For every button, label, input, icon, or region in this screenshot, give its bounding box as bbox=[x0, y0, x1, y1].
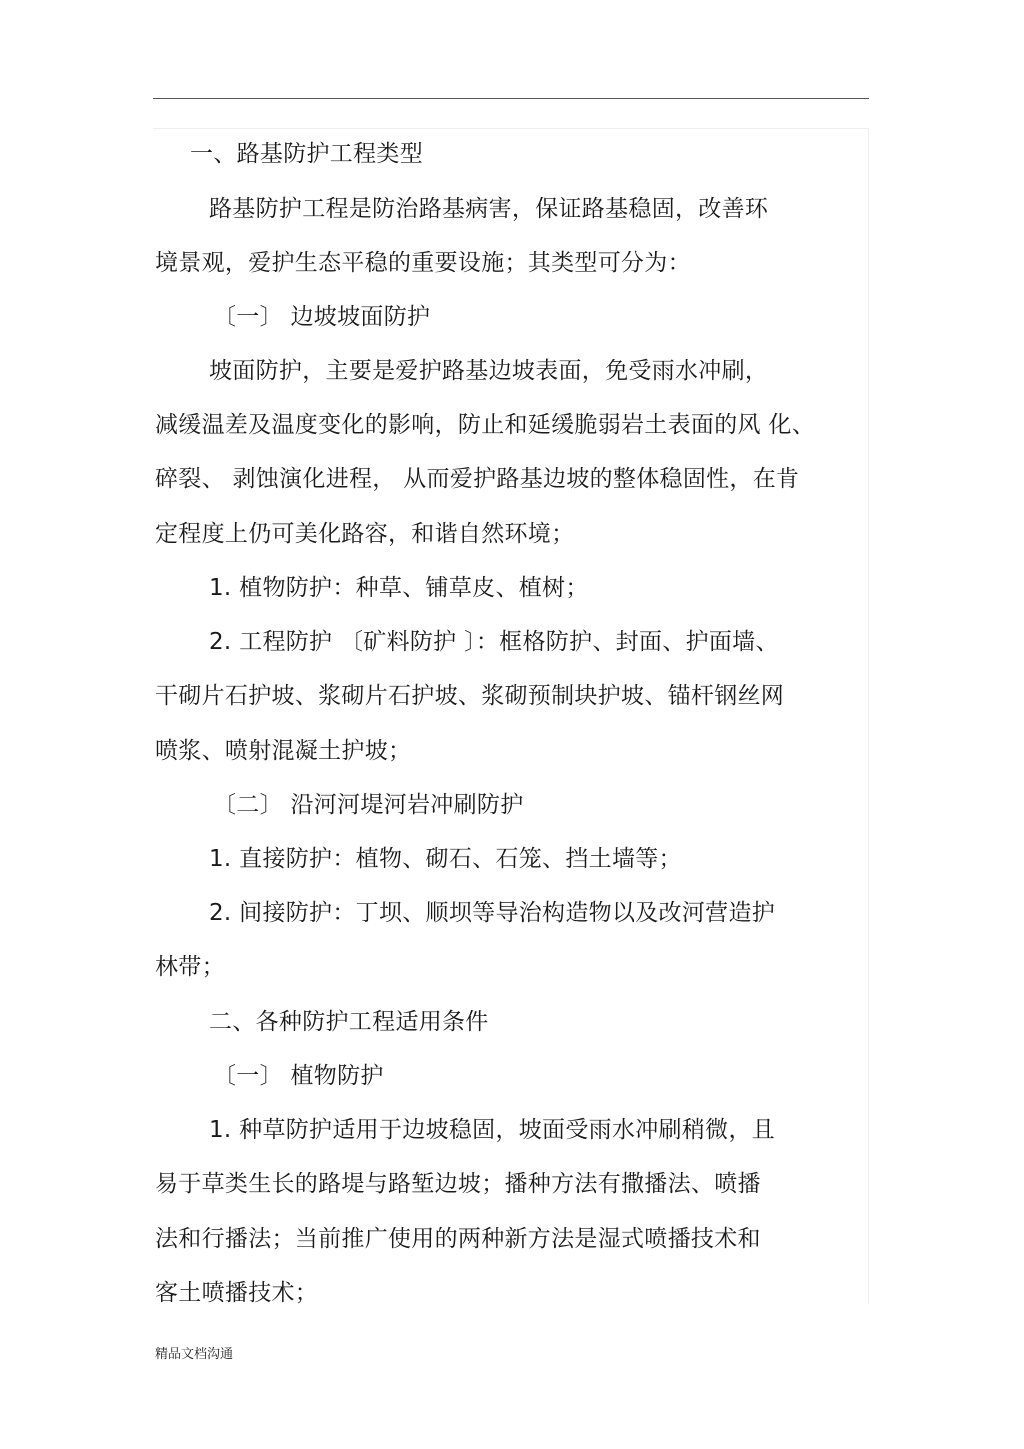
subsection-heading: 〔一〕 边坡坡面防护 bbox=[213, 304, 431, 330]
list-item: 1. 直接防护：植物、砌石、石笼、挡土墙等； bbox=[209, 846, 682, 872]
paragraph-line: 坡面防护，主要是爱护路基边坡表面，免受雨水冲刷， bbox=[209, 358, 769, 384]
paragraph-line: 法和行播法；当前推广使用的两种新方法是湿式喷播技术和 bbox=[155, 1226, 761, 1252]
section-heading-2: 二、各种防护工程适用条件 bbox=[209, 1009, 489, 1035]
section-heading-1: 一、路基防护工程类型 bbox=[190, 141, 423, 167]
paragraph-line: 客土喷播技术； bbox=[155, 1280, 319, 1306]
paragraph-line: 碎裂、 剥蚀演化进程， 从而爱护路基边坡的整体稳固性，在肯 bbox=[155, 466, 800, 492]
paragraph-line: 路基防护工程是防治路基病害，保证路基稳固，改善环 bbox=[209, 196, 769, 222]
list-item: 2. 间接防护：丁坝、顺坝等导治构造物以及改河营造护 bbox=[209, 900, 776, 926]
list-item: 1. 植物防护：种草、铺草皮、植树； bbox=[209, 575, 589, 601]
header-rule bbox=[153, 98, 869, 99]
paragraph-line: 境景观，爱护生态平稳的重要设施；其类型可分为： bbox=[155, 250, 691, 276]
paragraph-line: 易于草类生长的路堤与路堑边坡；播种方法有撒播法、喷播 bbox=[155, 1171, 761, 1197]
subsection-heading: 〔一〕 植物防护 bbox=[213, 1063, 384, 1089]
paragraph-line: 林带； bbox=[155, 954, 225, 980]
paragraph-line: 喷浆、喷射混凝土护坡； bbox=[155, 738, 412, 764]
page-footer: 精品文档沟通 bbox=[155, 1347, 234, 1362]
paragraph-line: 定程度上仍可美化路容，和谐自然环境； bbox=[155, 521, 575, 547]
list-item: 1. 种草防护适用于边坡稳固，坡面受雨水冲刷稍微，且 bbox=[209, 1117, 776, 1143]
list-item: 2. 工程防护 〔矿料防护 〕：框格防护、封面、护面墙、 bbox=[209, 629, 779, 655]
paragraph-line: 干砌片石护坡、浆砌片石护坡、浆砌预制块护坡、锚杆钢丝网 bbox=[155, 683, 785, 709]
paragraph-line: 减缓温差及温度变化的影响，防止和延缓脆弱岩土表面的风 化、 bbox=[155, 412, 816, 438]
subsection-heading: 〔二〕 沿河河堤河岩冲刷防护 bbox=[213, 792, 524, 818]
